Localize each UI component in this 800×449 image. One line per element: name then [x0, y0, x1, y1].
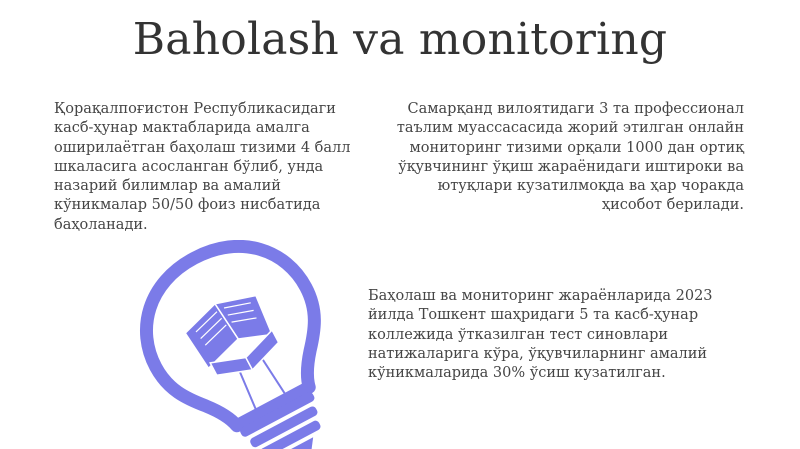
- slide-title: Baholash va monitoring: [132, 14, 668, 65]
- lightbulb-book-icon: [110, 240, 340, 449]
- paragraph-tashkent: Баҳолаш ва мониторинг жараёнларида 2023 йилда Тошкент шаҳридаги 5 та касб-ҳунар коллежида ўтказилган тест синовлари натижаларига кўра, ўқувчиларнинг амалий кўникмаларида 30% ўсиш кузатилган.: [368, 288, 713, 382]
- paragraph-samarkand: Самарқанд вилоятидаги 3 та профессионал таълим муассасасида жорий этилган онлайн мониторинг тизими орқали 1000 дан ортиқ ўқувчининг ўқиш жараёнидаги иштироки ва ютуқлари кузатилмоқда ва ҳар чоракда ҳисобот берилади.: [396, 101, 744, 214]
- paragraph-karakalpakstan: Қорақалпоғистон Республикасидаги касб-ҳунар мактабларида амалга оширилаётган баҳолаш тизими 4 балл шкаласига асосланган бўлиб, унда назарий билимлар ва амалий кўникмалар 50/50 фоиз нисбатида баҳоланади.: [54, 101, 351, 233]
